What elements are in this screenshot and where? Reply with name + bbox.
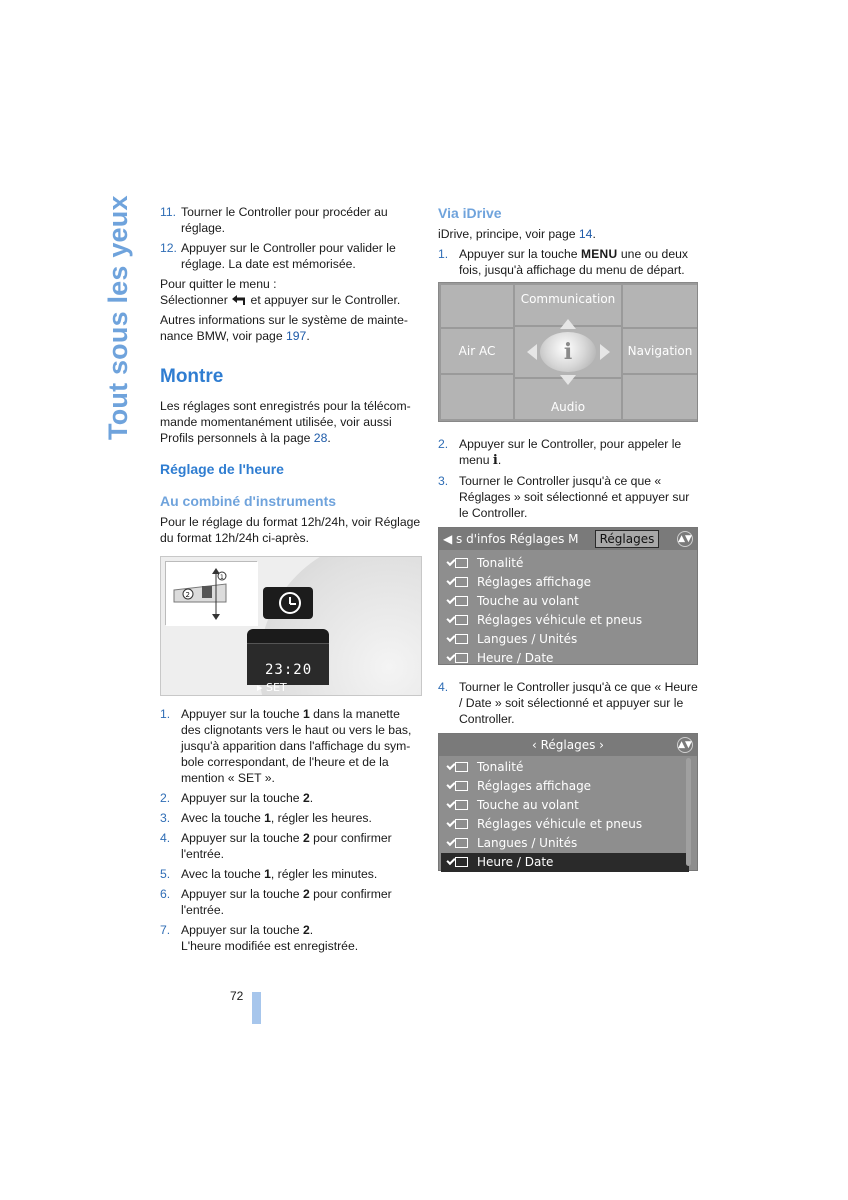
menu-title: ‹ Réglages › [532,738,604,752]
list-item [438,246,700,278]
list-item [160,830,422,862]
menu-item-langues[interactable] [441,630,689,649]
step-text: . [309,791,314,805]
scroll-arrows-icon: ▲▼ [677,531,693,547]
list-item [438,436,700,469]
menu-item-affichage[interactable] [441,777,689,796]
idrive-steps-list [438,436,700,521]
montre-text [160,398,422,446]
page-link-28[interactable]: 28 [313,431,328,445]
key-number: 1 [264,811,271,825]
steering-wheel-icon [447,595,469,608]
step-text: Appuyer sur la touche [181,707,303,721]
menu-item-tonalite[interactable] [441,554,689,573]
arrow-down-icon [560,375,576,385]
list-item [160,810,422,826]
step-text: Appuyer sur la touche [181,923,303,937]
menu-item-label: Tonalité [477,760,524,774]
menu-item-label: Tonalité [477,556,524,570]
display-icon [447,576,469,589]
key-number: 2 [302,791,310,805]
step-number: 7. [160,923,171,937]
clock-icon [447,856,469,869]
menu-item-label: Langues / Unités [477,632,578,646]
menu-header [439,734,697,756]
montre-text-a: Les réglages sont enregistrés pour la télécom-mande momentanément utilisée, voir aussi Profils personnels à la page [160,399,411,445]
car-icon [447,614,469,627]
menu-list [441,554,689,668]
step-text: Tourner le Controller pour procéder au réglage. [181,205,388,235]
step-text: Avec la touche [181,867,265,881]
key-number: 2 [302,887,310,901]
reglages-submenu-figure [438,733,698,871]
steps-list [160,706,422,954]
reglage-heure-heading: Réglage de l'heure [160,461,284,477]
right-column [438,204,700,885]
tone-icon [447,761,469,774]
menu-item-label: Réglages véhicule et pneus [477,817,643,831]
step-number: 1. [438,247,449,261]
menu-item-vehicule[interactable] [441,815,689,834]
menu-item-label: Heure / Date [477,651,554,665]
step-number: 3. [438,474,449,488]
reglages-menu-figure [438,527,698,665]
list-item [438,679,700,727]
step-text: Appuyer sur la touche [181,831,303,845]
info-icon: i [563,339,573,365]
more-info-a: Autres informations sur le système de mainte-nance BMW, voir page [160,313,408,343]
idrive-step1-list [438,246,700,278]
list-item [160,204,422,236]
more-info-b: . [306,329,310,343]
menu-air-ac[interactable]: Air AC [441,329,513,373]
flag-icon [447,633,469,646]
page-link-14[interactable]: 14 [578,227,593,241]
stalk-illustration-icon [166,562,258,626]
list-item [160,922,422,954]
step-text: Avec la touche [181,811,265,825]
step-text: Appuyer sur la touche [459,247,581,261]
steering-wheel-icon [447,799,469,812]
steps-top-list [160,204,422,272]
menu-item-label: Réglages affichage [477,779,592,793]
menu-item-affichage[interactable] [441,573,689,592]
via-text-a: iDrive, principe, voir page [438,227,579,241]
display-icon [447,780,469,793]
set-text: SET [266,681,287,694]
corner-tile [623,375,697,419]
step-number: 3. [160,811,171,825]
step-text: Appuyer sur le Controller pour valider le réglage. La date est mémorisée. [181,241,396,271]
step-text: Appuyer sur le Controller, pour appeler le menu [459,437,682,467]
tab-reglages[interactable]: Réglages [595,530,659,548]
clock-icon [279,592,301,614]
quit-line-2b: et appuyer sur le Controller. [250,293,401,307]
menu-communication[interactable]: Communication [515,285,621,325]
quit-menu-text [160,276,422,308]
key-number: 2 [302,831,310,845]
menu-tabs[interactable]: ◀ s d'infos Réglages M [443,532,579,546]
corner-tile [441,375,513,419]
arrow-right-icon [600,344,610,360]
montre-heading: Montre [160,366,224,387]
quit-line-2a: Sélectionner [160,293,228,307]
svg-text:1: 1 [220,574,224,581]
corner-tile [441,285,513,327]
step-text: Appuyer sur la touche [181,791,303,805]
list-item [438,473,700,521]
step-text: Tourner le Controller jusqu'à ce que « Heure / Date » soit sélectionné et appuyer sur le Controller. [459,680,698,726]
menu-key-label: MENU [580,247,618,261]
quit-line-1: Pour quitter le menu : [160,277,277,291]
list-item [160,240,422,272]
arrow-left-icon [527,344,537,360]
step-number: 12. [160,241,177,255]
via-text-b: . [592,227,596,241]
menu-item-label: Langues / Unités [477,836,578,850]
menu-list [441,758,689,872]
info-icon: i [492,453,498,468]
list-item [160,706,422,786]
step-number: 4. [160,831,171,845]
page-link-197[interactable]: 197 [286,329,307,343]
combine-heading: Au combiné d'instruments [160,493,337,509]
list-item [160,790,422,806]
menu-item-langues[interactable] [441,834,689,853]
step-number: 2. [160,791,171,805]
step-text: Tourner le Controller jusqu'à ce que « Réglages » soit sélectionné et appuyer sur le Controller. [459,474,690,520]
instrument-cluster-figure [160,556,422,696]
menu-item-touche-volant[interactable] [441,592,689,611]
step-number: 6. [160,887,171,901]
section-side-title: Tout sous les yeux [103,195,133,440]
scroll-arrows-icon: ▲▼ [677,737,693,753]
step-result-text: L'heure modifiée est enregistrée. [181,939,359,953]
key-number: 2 [302,923,310,937]
menu-item-label: Réglages véhicule et pneus [477,613,643,627]
step-number: 5. [160,867,171,881]
step-text: . [497,453,502,467]
tone-icon [447,557,469,570]
display-set-label: ▸ SET [257,681,287,694]
menu-item-heure-date[interactable] [441,649,689,668]
menu-item-label: Heure / Date [477,855,554,869]
arrow-up-icon [560,319,576,329]
key-number: 1 [264,867,271,881]
controller-knob[interactable] [540,332,596,372]
flag-icon [447,837,469,850]
list-item [160,886,422,918]
svg-text:2: 2 [185,591,190,599]
menu-item-touche-volant[interactable] [441,796,689,815]
menu-header [439,528,697,550]
menu-item-label: Touche au volant [477,594,579,608]
menu-item-heure-date-selected[interactable] [441,853,689,872]
step-text: , régler les minutes. [270,867,378,881]
key-number: 1 [302,707,310,721]
cluster-display [247,629,329,694]
step-number: 1. [160,707,171,721]
menu-item-tonalite[interactable] [441,758,689,777]
step-text: dans la manette des clignotants vers le haut ou vers le bas, jusqu'à apparition dans l'affichage du sym-bole correspondant, de l'heure et de la mention « SET ». [181,707,412,785]
corner-tile [623,285,697,327]
step-text: . [309,923,314,937]
combine-text: Pour le réglage du format 12h/24h, voir Réglage du format 12h/24h ci-après. [160,515,421,545]
turn-signal-stalk-inset [165,561,257,625]
menu-audio[interactable]: Audio [515,379,621,419]
menu-item-vehicule[interactable] [441,611,689,630]
clock-icon [447,652,469,665]
step-text: une ou deux fois, jusqu'à affichage du menu de départ. [459,247,688,277]
idrive-step4-list [438,679,700,727]
via-idrive-heading: Via iDrive [438,205,502,221]
step-text: pour confirmer l'entrée. [181,887,392,917]
cluster-display-screen [247,643,329,694]
back-arrow-icon [231,294,247,306]
step-text: pour confirmer l'entrée. [181,831,392,861]
montre-text-b: . [327,431,331,445]
car-icon [447,818,469,831]
step-number: 11. [160,205,177,219]
step-number: 4. [438,680,449,694]
menu-item-label: Touche au volant [477,798,579,812]
idrive-start-menu-figure [438,282,698,422]
more-info-text [160,312,422,344]
scrollbar[interactable] [686,758,691,866]
list-item [160,866,422,882]
step-text: , régler les heures. [270,811,372,825]
clock-symbol-display [263,587,313,619]
step-text: Appuyer sur la touche [181,887,303,901]
menu-item-label: Réglages affichage [477,575,592,589]
via-idrive-text [438,226,700,242]
left-column [160,204,422,958]
page-marker-bar [252,992,261,1024]
display-time: 23:20 [265,662,313,678]
menu-navigation[interactable]: Navigation [623,329,697,373]
step-number: 2. [438,437,449,451]
page-number: 72 [230,989,244,1003]
